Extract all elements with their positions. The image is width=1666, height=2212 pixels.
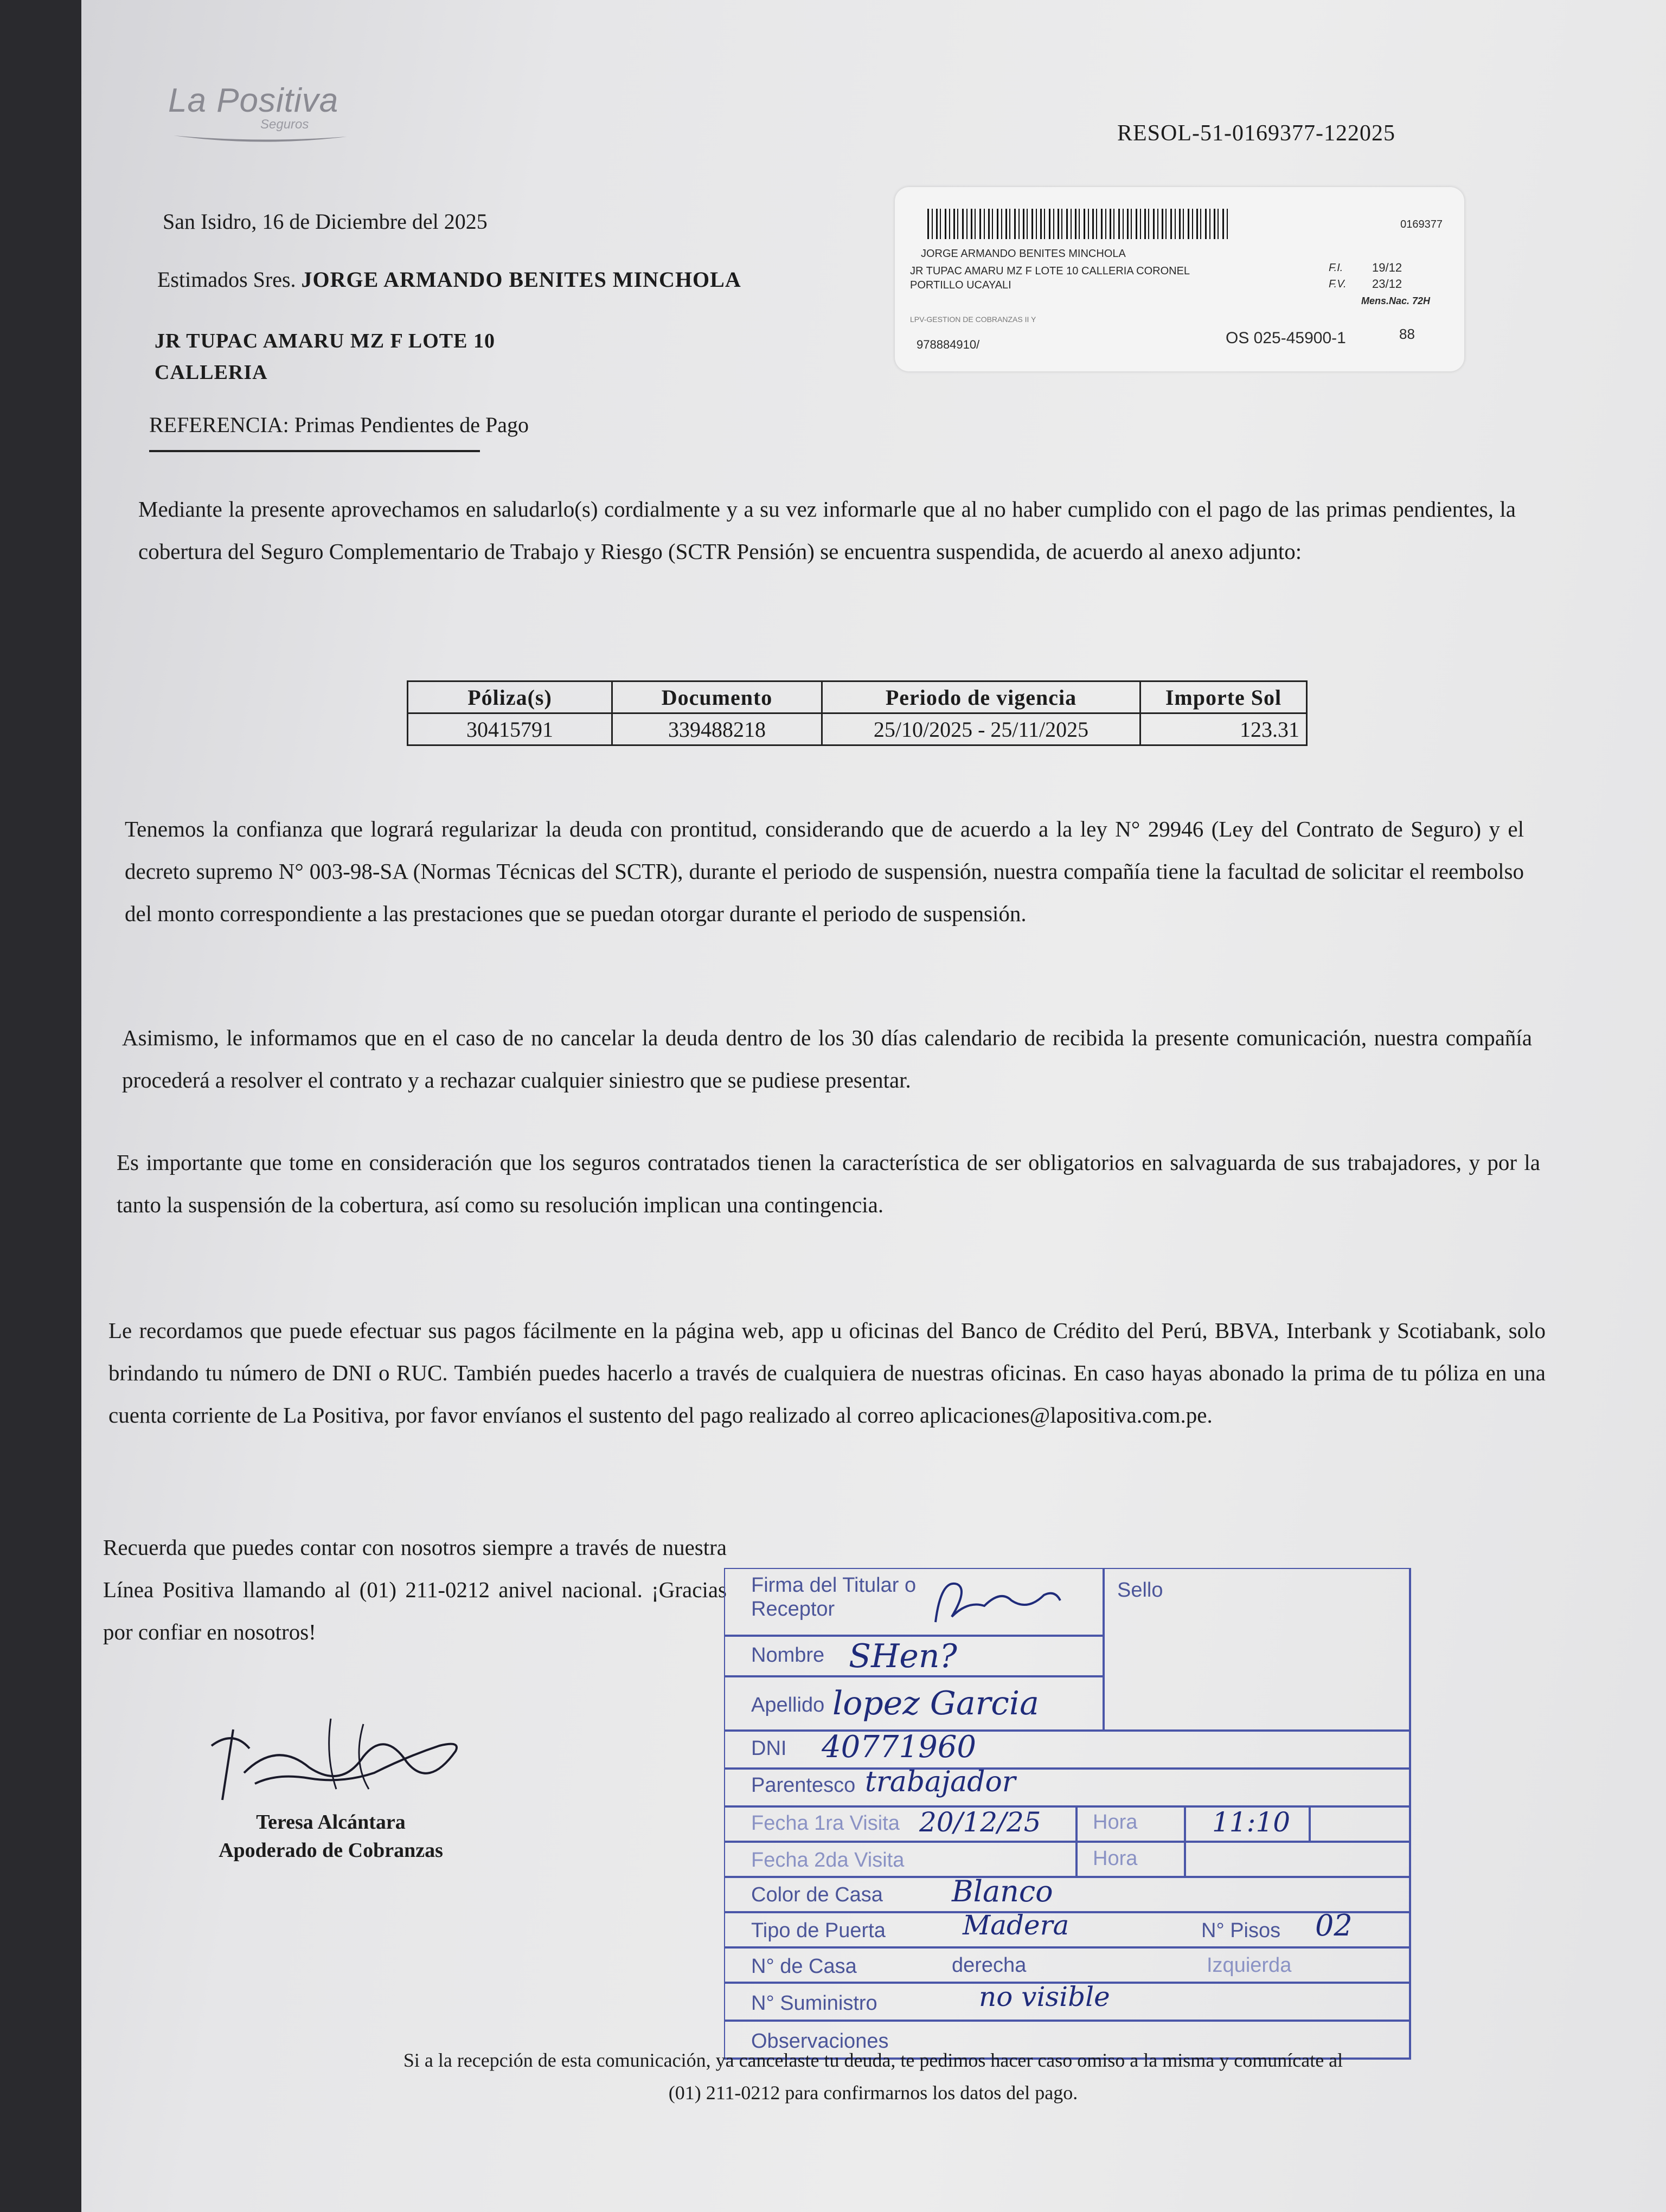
footer-note: Si a la recepción de esta comunicación, ya cancelaste tu deuda, te pedimos hacer caso omiso a la misma y comunícate al (01) 211-0212 para confirmarnos los datos del pago. [403,2049,1343,2104]
paragraph-intro: Mediante la presente aprovechamos en saludarlo(s) cordialmente y a su vez informarle que al no haber cumplido con el pago de las primas pendientes, la cobertura del Seguro Complementario de Trabajo y Riesgo (SCTR Pensión) se encuentra suspendida, de acuerdo al anexo adjunto: [138,497,1516,564]
policy-table [407,680,1308,746]
paragraph-contact: Recuerda que puedes contar con nosotros siempre a través de nuestra Línea Positiva llamando al (01) 211-0212 anivel nacional. ¡Gracias por confiar en nosotros! [103,1535,727,1644]
recipient-name: JORGE ARMANDO BENITES MINCHOLA [301,267,741,292]
table-header-row: Póliza(s) Documento Periodo de vigencia Importe Sol [408,681,1307,713]
barcode-icon [927,209,1231,239]
mailing-label: 0169377 JORGE ARMANDO BENITES MINCHOLA JR TUPAC AMARU MZ F LOTE 10 CALLERIA CORONEL PORTILLO UCAYALI F.I. F.V. 19/12 23/12 Mens.Nac. 72H LPV-GESTION DE COBRANZAS II Y 978884910/ OS 025-45900-1 88 [895,187,1464,371]
reference-underline [149,450,480,452]
recipient-address: JR TUPAC AMARU MZ F LOTE 10 CALLERIA [155,330,495,384]
greeting: Estimados Sres. JORGE ARMANDO BENITES MINCHOLA [157,267,741,292]
paragraph-obligation: Es importante que tome en consideración que los seguros contratados tienen la característica de ser obligatorios en salvaguarda de sus trabajadores, y por la tanto la suspensión de la cobertura, así como su resolución implican una contingencia. [117,1150,1540,1217]
company-logo: La Positiva Seguros [168,81,353,152]
label-address: JR TUPAC AMARU MZ F LOTE 10 CALLERIA CORONEL PORTILLO UCAYALI [910,265,1190,291]
receiver-signature [919,1568,1082,1633]
handwritten-signature [201,1708,472,1805]
paragraph-payment: Le recordamos que puede efectuar sus pagos fácilmente en la página web, app u oficinas del Banco de Crédito del Perú, BBVA, Interbank y Scotiabank, solo brindando tu número de DNI o RUC. También puedes hacerlo a través de cualquiera de nuestras oficinas. En caso hayas abonado la prima de tu póliza en una cuenta corriente de La Positiva, por favor envíanos el sustento del pago realizado al correo aplicaciones@lapositiva.com.pe. [108,1318,1546,1427]
delivery-stamp: Firma del Titular o Receptor Sello Nombre Apellido DNI Parentesco Fecha 1ra Visita Hora Fecha 2da Visita Hora Color de Casa Tipo de Puerta N° Pisos N° de Casa derecha Izquierda N° Suministro Observaciones SHen? lopez Garcia 40771960 trabajador 20/12/25 11:10 Blanco Madera 02 no visible [724,1568,1413,2061]
reference-line: REFERENCIA: Primas Pendientes de Pago [149,413,529,437]
signatory: Teresa Alcántara Apoderado de Cobranzas [219,1811,443,1862]
letter-date: San Isidro, 16 de Diciembre del 2025 [163,209,488,234]
paragraph-cancellation: Asimismo, le informamos que en el caso de no cancelar la deuda dentro de los 30 días calendario de recibida la presente comunicación, nuestra compañía procederá a resolver el contrato y a rechazar cualquier siniestro que se pudiese presentar. [122,1025,1532,1092]
paragraph-law: Tenemos la confianza que logrará regularizar la deuda con prontitud, considerando que de acuerdo a la ley N° 29946 (Ley del Contrato de Seguro) y el decreto supremo N° 003-98-SA (Normas Técnicas del SCTR), durante el periodo de suspensión, nuestra compañía tiene la facultad de solicitar el reembolso del monto correspondiente a las prestaciones que se puedan otorgar durante el periodo de suspensión. [125,816,1524,926]
resolution-code: RESOL-51-0169377-122025 [1117,121,1395,146]
logo-swoosh-icon [174,131,347,147]
table-row: 30415791 339488218 25/10/2025 - 25/11/2025 123.31 [408,713,1307,745]
